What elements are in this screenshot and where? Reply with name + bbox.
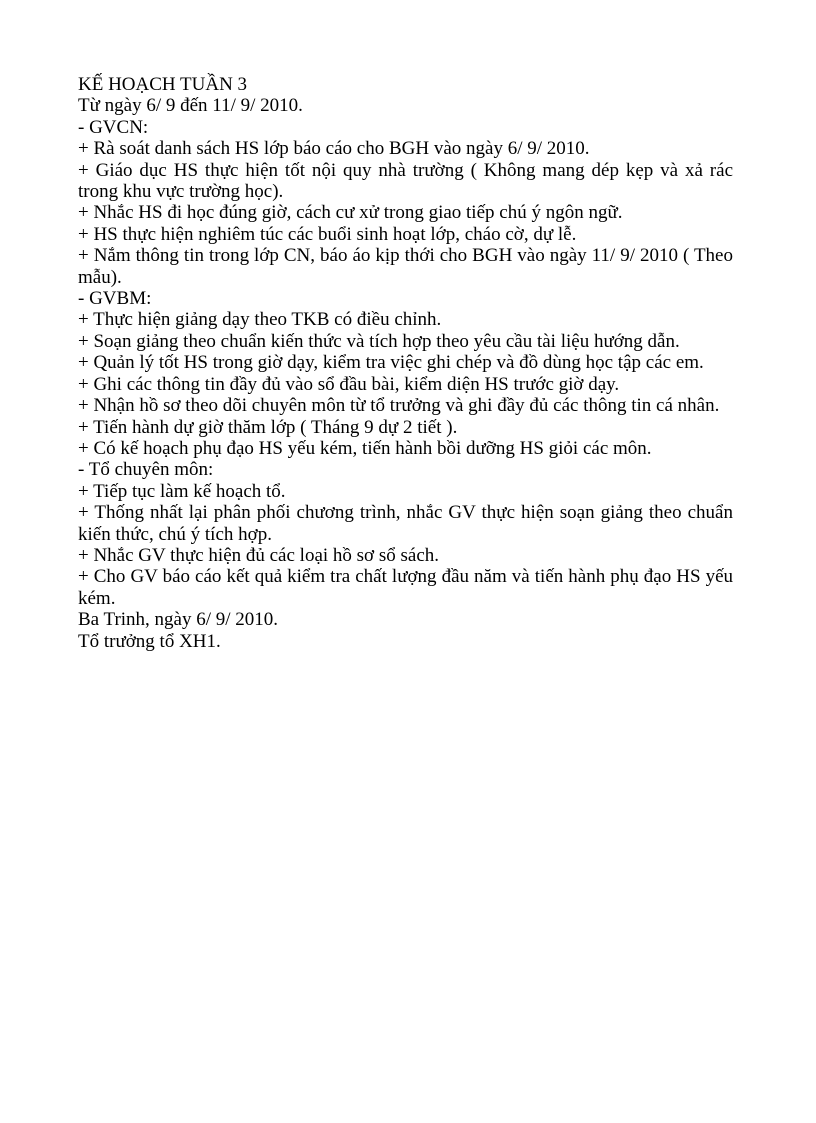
section-heading-gvbm: - GVBM: <box>78 288 152 310</box>
signature-title: Tổ trưởng tổ XH1. <box>78 630 221 652</box>
task-item: + Tiến hành dự giờ thăm lớp ( Tháng 9 dự 2 tiết ). <box>78 416 458 438</box>
task-item: + Rà soát danh sách HS lớp báo cáo cho BGH vào ngày 6/ 9/ 2010. <box>78 138 590 160</box>
task-item: + Ghi các thông tin đầy đủ vào sổ đầu bài, kiểm diện HS trước giờ dạy. <box>78 373 620 395</box>
task-item: + Nhận hồ sơ theo dõi chuyên môn từ tổ trưởng và ghi đầy đủ các thông tin cá nhân. <box>78 395 720 417</box>
task-item: + Thực hiện giảng dạy theo TKB có điều chỉnh. <box>78 309 442 331</box>
task-item: + HS thực hiện nghiêm túc các buổi sinh hoạt lớp, cháo cờ, dự lễ. <box>78 223 577 245</box>
section-heading-to-chuyen-mon: - Tổ chuyên môn: <box>78 459 214 481</box>
task-item: + Giáo dục HS thực hiện tốt nội quy nhà trường ( Không mang dép kẹp và xả rác trong khu vực trường học). <box>78 159 733 203</box>
task-item: + Có kế hoạch phụ đạo HS yếu kém, tiến hành bồi dưỡng HS giỏi các môn. <box>78 437 652 459</box>
task-item: + Soạn giảng theo chuẩn kiến thức và tích hợp theo yêu cầu tài liệu hướng dẫn. <box>78 330 680 352</box>
task-item: + Nhắc GV thực hiện đủ các loại hồ sơ sổ sách. <box>78 544 440 566</box>
task-item: + Nhắc HS đi học đúng giờ, cách cư xử trong giao tiếp chú ý ngôn ngữ. <box>78 202 623 224</box>
task-item: + Cho GV báo cáo kết quả kiểm tra chất lượng đầu năm và tiến hành phụ đạo HS yếu kém. <box>78 566 733 609</box>
doc-title: KẾ HOẠCH TUẦN 3 <box>78 74 248 95</box>
task-item: + Nắm thông tin trong lớp CN, báo áo kịp thới cho BGH vào ngày 11/ 9/ 2010 ( Theo mẫu). <box>78 245 733 288</box>
date-range: Từ ngày 6/ 9 đến 11/ 9/ 2010. <box>78 95 303 117</box>
task-item: + Tiếp tục làm kế hoạch tổ. <box>78 480 286 502</box>
section-heading-gvcn: - GVCN: <box>78 116 149 138</box>
task-item: + Thống nhất lại phân phối chương trình, nhắc GV thực hiện soạn giảng theo chuẩn kiến thức, chú ý tích hợp. <box>78 502 733 545</box>
task-item: + Quản lý tốt HS trong giờ dạy, kiểm tra việc ghi chép và đồ dùng học tập các em. <box>78 352 704 374</box>
place-date: Ba Trinh, ngày 6/ 9/ 2010. <box>78 609 279 631</box>
document-body <box>78 74 733 652</box>
